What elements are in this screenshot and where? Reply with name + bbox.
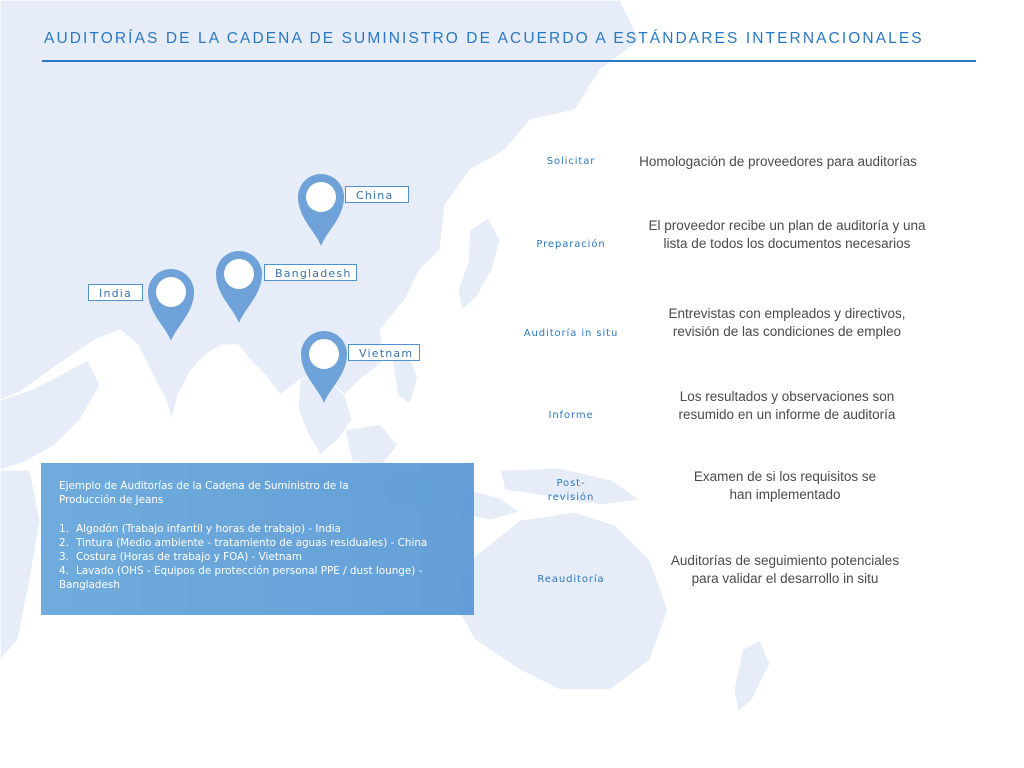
- list-item-number: 3.: [59, 551, 69, 563]
- example-box-title: Ejemplo de Auditorías de la Cadena de Suministro de la Producción de Jeans: [59, 480, 349, 506]
- pin-label-india: India: [88, 284, 143, 301]
- jeans-example-box: [41, 463, 474, 615]
- list-item-text: Lavado (OHS - Equipos de protección personal PPE / dust lounge) - Bangladesh: [59, 565, 423, 591]
- step-label-preparacion: Preparación: [536, 239, 606, 250]
- example-list-item: [59, 564, 456, 592]
- example-list: [59, 522, 456, 592]
- vietnam-pin: [301, 331, 347, 403]
- list-item-number: 2.: [59, 537, 69, 549]
- step-desc-solicitar: Homologación de proveedores para auditorías: [639, 154, 917, 169]
- map-pin-icon: [216, 251, 262, 323]
- step-desc-post-revision: Examen de si los requisitos se han implementado: [693, 469, 877, 502]
- step-desc-informe: Los resultados y observaciones son resumido en un informe de auditoría: [678, 389, 896, 422]
- step-label-post-revision: Post-revisión: [547, 478, 595, 503]
- map-landmass-newzealand: [734, 640, 770, 712]
- map-landmass-japan: [458, 218, 500, 310]
- map-pin-icon: [301, 331, 347, 403]
- list-item-number: 1.: [59, 523, 69, 535]
- india-pin: [148, 269, 194, 341]
- bangladesh-pin: [216, 251, 262, 323]
- list-item-text: Costura (Horas de trabajo y FOA) - Vietnam: [76, 551, 302, 563]
- pin-label-china: China: [345, 186, 409, 203]
- step-desc-auditoria-in-situ: Entrevistas con empleados y directivos, revisión de las condiciones de empleo: [668, 306, 906, 339]
- map-landmass-australia: [455, 512, 668, 690]
- list-item-text: Algodón (Trabajo infantil y horas de trabajo) - India: [76, 523, 341, 535]
- pin-label-bangladesh: Bangladesh: [264, 264, 357, 281]
- map-landmass-africa: [0, 470, 40, 660]
- step-label-solicitar: Solicitar: [546, 156, 596, 167]
- map-pin-icon: [148, 269, 194, 341]
- map-landmass-borneo: [345, 424, 398, 465]
- title-divider: [42, 60, 976, 62]
- list-item-text: Tintura (Medio ambiente - tratamiento de aguas residuales) - China: [76, 537, 428, 549]
- step-desc-preparacion: El proveedor recibe un plan de auditoría y una lista de todos los documentos necesarios: [648, 218, 926, 251]
- example-list-item: [59, 536, 456, 550]
- example-list-item: [59, 550, 456, 564]
- map-pin-icon: [298, 174, 344, 246]
- page-title: AUDITORÍAS DE LA CADENA DE SUMINISTRO DE ACUERDO A ESTÁNDARES INTERNACIONALES: [44, 30, 924, 47]
- example-list-item: [59, 522, 456, 536]
- china-pin: [298, 174, 344, 246]
- step-label-auditoria-in-situ: Auditoría in situ: [523, 328, 619, 339]
- list-item-number: 4.: [59, 565, 69, 577]
- step-label-reauditoria: Reauditoría: [537, 574, 605, 585]
- pin-label-vietnam: Vietnam: [348, 344, 420, 361]
- step-desc-reauditoria: Auditorías de seguimiento potenciales para validar el desarrollo in situ: [670, 553, 900, 586]
- step-label-informe: Informe: [548, 410, 594, 421]
